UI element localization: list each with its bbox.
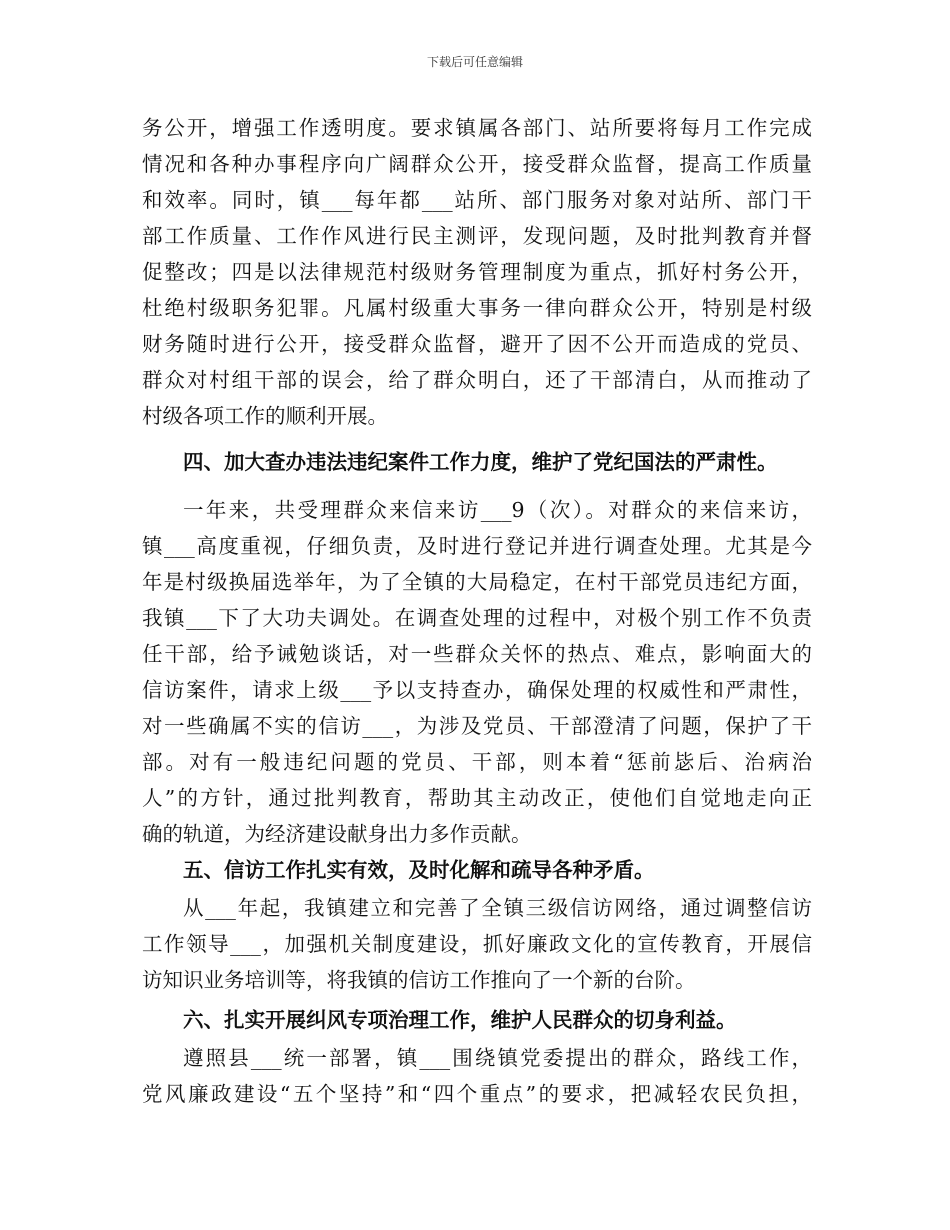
body-line: 部工作质量、工作作风进行民主测评，发现问题，及时批判教育并督 (142, 224, 812, 248)
body-line: 从___年起，我镇建立和完善了全镇三级信访网络，通过调整信访 (183, 896, 812, 920)
body-line: 促整改；四是以法律规范村级财务管理制度为重点，抓好村务公开， (142, 260, 812, 284)
body-line: 遵照县___统一部署，镇___围绕镇党委提出的群众，路线工作， (183, 1046, 812, 1070)
body-line: 村级各项工作的顺利开展。 (142, 404, 388, 428)
body-line: 党风廉政建设“五个坚持”和“四个重点”的要求，把减轻农民负担， (142, 1082, 812, 1106)
body-line: 情况和各种办事程序向广阔群众公开，接受群众监督，提高工作质量 (142, 152, 812, 176)
body-line: 部。对有一般违纪问题的党员、干部，则本着“惩前毖后、治病治 (142, 750, 812, 774)
body-line: 确的轨道，为经济建设献身出力多作贡献。 (142, 822, 532, 846)
body-line: 信访案件，请求上级___予以支持查办，确保处理的权威性和严肃性， (142, 678, 812, 702)
body-line: 务公开，增强工作透明度。要求镇属各部门、站所要将每月工作完成 (142, 116, 812, 140)
body-line: 镇___高度重视，仔细负责，及时进行登记并进行调查处理。尤其是今 (142, 534, 812, 558)
body-line: 对一些确属不实的信访___，为涉及党员、干部澄清了问题，保护了干 (142, 714, 812, 738)
body-line: 群众对村组干部的误会，给了群众明白，还了干部清白，从而推动了 (142, 368, 812, 392)
body-line: 任干部，给予诫勉谈话，对一些群众关怀的热点、难点，影响面大的 (142, 642, 812, 666)
body-line: 杜绝村级职务犯罪。凡属村级重大事务一律向群众公开，特别是村级 (142, 296, 812, 320)
body-line: 访知识业务培训等，将我镇的信访工作推向了一个新的台阶。 (142, 968, 696, 992)
section-heading: 六、扎实开展纠风专项治理工作，维护人民群众的切身利益。 (183, 1008, 737, 1032)
body-line: 人”的方针，通过批判教育，帮助其主动改正，使他们自觉地走向正 (142, 786, 812, 810)
page-header: 下载后可任意编辑 (426, 55, 523, 69)
section-heading: 五、信访工作扎实有效，及时化解和疏导各种矛盾。 (183, 858, 655, 882)
body-line: 一年来，共受理群众来信来访___9（次）。对群众的来信来访， (183, 498, 812, 522)
body-line: 财务随时进行公开，接受群众监督，避开了因不公开而造成的党员、 (142, 332, 812, 356)
body-line: 和效率。同时，镇___每年都___站所、部门服务对象对站所、部门干 (142, 188, 812, 212)
section-heading: 四、加大查办违法违纪案件工作力度，维护了党纪国法的严肃性。 (183, 450, 778, 474)
body-line: 工作领导___，加强机关制度建设，抓好廉政文化的宣传教育，开展信 (142, 932, 812, 956)
body-line: 年是村级换届选举年，为了全镇的大局稳定，在村干部党员违纪方面， (142, 570, 812, 594)
body-line: 我镇___下了大功夫调处。在调查处理的过程中，对极个别工作不负责 (142, 606, 812, 630)
